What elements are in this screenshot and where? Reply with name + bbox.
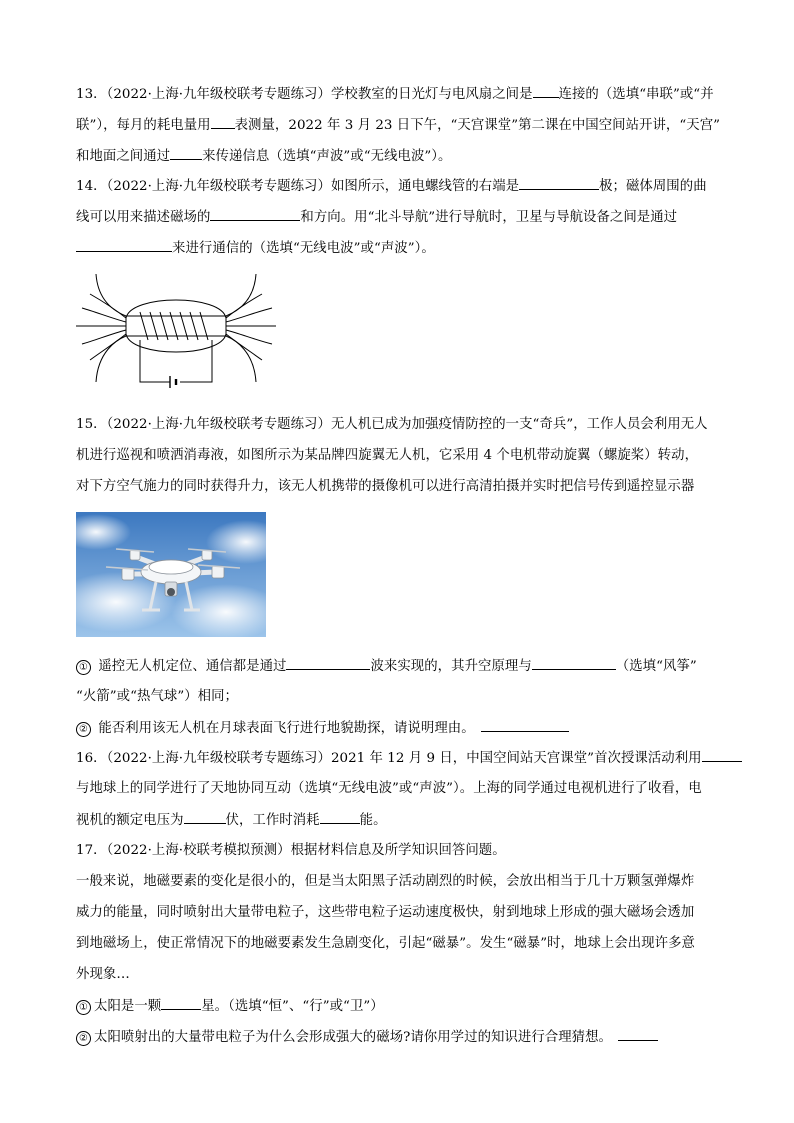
answer-blank[interactable] bbox=[184, 810, 226, 824]
q15-line-2: 机进行巡视和喷洒消毒液，如图所示为某品牌四旋翼无人机，它采用 4 个电机带动旋翼（螺旋桨）转动， bbox=[76, 448, 699, 463]
answer-blank[interactable] bbox=[618, 1027, 658, 1041]
field-line bbox=[126, 334, 226, 352]
answer-blank[interactable] bbox=[519, 176, 599, 190]
answer-blank[interactable] bbox=[76, 238, 172, 252]
q17-material-2: 威力的能量，同时喷射出大量带电粒子，这些带电粒子运动速度极快，射到地球上形成的强大磁场会透加 bbox=[76, 905, 695, 920]
field-line bbox=[226, 274, 256, 316]
q14-line-1: 14．（2022·上海·九年级校联考专题练习）如图所示，通电螺线管的右端是 极；磁体周围的曲 bbox=[76, 176, 707, 197]
field-line bbox=[82, 330, 126, 344]
drone-photo bbox=[76, 512, 266, 637]
field-line bbox=[90, 294, 126, 318]
field-line bbox=[226, 308, 272, 322]
answer-blank[interactable] bbox=[170, 146, 202, 160]
field-line bbox=[96, 336, 126, 382]
field-line bbox=[226, 334, 262, 360]
q13-line-1: 13．（2022·上海·九年级校联考专题练习）学校教室的日光灯与电风扇之间是 连接的（选填“串联”或“并 bbox=[76, 84, 714, 105]
field-line bbox=[226, 330, 272, 344]
answer-blank[interactable] bbox=[161, 996, 201, 1010]
field-line bbox=[96, 274, 126, 316]
answer-blank[interactable] bbox=[533, 84, 559, 98]
q14-line-2: 线可以用来描述磁场的 和方向。用“北斗导航”进行导航时，卫星与导航设备之间是通过 bbox=[76, 207, 677, 228]
q15-sub1-line-2: “火箭”或“热气球”）相同； bbox=[76, 689, 238, 704]
field-line bbox=[226, 336, 256, 382]
q14-line-3: 来进行通信的（选填“无线电波”或“声波”）。 bbox=[76, 238, 435, 259]
q15-sub2-line: ② 能否利用该无人机在月球表面飞行进行地貌勘探，请说明理由。 bbox=[76, 718, 569, 739]
q15-line-1: 15．（2022·上海·九年级校联考专题练习）无人机已成为加强疫情防控的一支“奇兵”，工作人员会利用无人 bbox=[76, 417, 708, 432]
q17-line-1: 17．（2022·上海·校联考模拟预测）根据材料信息及所学知识回答问题。 bbox=[76, 843, 506, 858]
circuit-wire bbox=[180, 340, 212, 382]
answer-blank[interactable] bbox=[320, 810, 360, 824]
q15-line-3: 对下方空气施力的同时获得升力，该无人机携带的摄像机可以进行高清拍摄并实时把信号传到遥控显示器 bbox=[76, 479, 695, 494]
field-line bbox=[226, 294, 262, 318]
q16-line-2: 与地球上的同学进行了天地协同互动（选填“无线电波”或“声波”）。上海的同学通过电视机进行了收看，电 bbox=[76, 781, 702, 796]
drone-illustration bbox=[76, 512, 266, 637]
q16-line-3: 视机的额定电压为 伏，工作时消耗 能。 bbox=[76, 810, 387, 831]
q13-line-2: 联”），每月的耗电量用 表测量，2022 年 3 月 23 日下午，“天宫课堂”第二课在中国空间站开讲，“天宫” bbox=[76, 115, 720, 136]
q17-material-4: 外现象… bbox=[76, 967, 130, 982]
q17-sub2-line: ② 太阳喷射出的大量带电粒子为什么会形成强大的磁场?请你用学过的知识进行合理猜想。 bbox=[76, 1027, 658, 1048]
solenoid-field-diagram bbox=[76, 272, 276, 392]
q17-material-3: 到地磁场上，使正常情况下的地磁要素发生急剧变化，引起“磁暴”。发生“磁暴”时，地球上会出现许多意 bbox=[76, 936, 695, 951]
answer-blank[interactable] bbox=[286, 656, 370, 670]
answer-blank[interactable] bbox=[481, 718, 569, 732]
field-line bbox=[82, 308, 126, 322]
q17-material-1: 一般来说，地磁要素的变化是很小的，但是当太阳黑子活动剧烈的时候，会放出相当于几十万颗氢弹爆炸 bbox=[76, 874, 695, 889]
answer-blank[interactable] bbox=[702, 748, 742, 762]
field-line bbox=[90, 334, 126, 360]
answer-blank[interactable] bbox=[532, 656, 616, 670]
answer-blank[interactable] bbox=[210, 207, 300, 221]
q17-sub1-line: ① 太阳是一颗 星。（选填“恒”、“行”或“卫”） bbox=[76, 996, 384, 1017]
q16-line-1: 16．（2022·上海·九年级校联考专题练习）2021 年 12 月 9 日，中国空间站天宫课堂”首次授课活动利用 bbox=[76, 748, 742, 769]
q13-line-3: 和地面之间通过 来传递信息（选填“声波”或“无线电波”）。 bbox=[76, 146, 451, 167]
q15-sub1-line-1: ① 遥控无人机定位、通信都是通过 波来实现的，其升空原理与 （选填“风筝” bbox=[76, 656, 697, 677]
answer-blank[interactable] bbox=[211, 115, 235, 129]
circuit-wire bbox=[140, 340, 170, 382]
